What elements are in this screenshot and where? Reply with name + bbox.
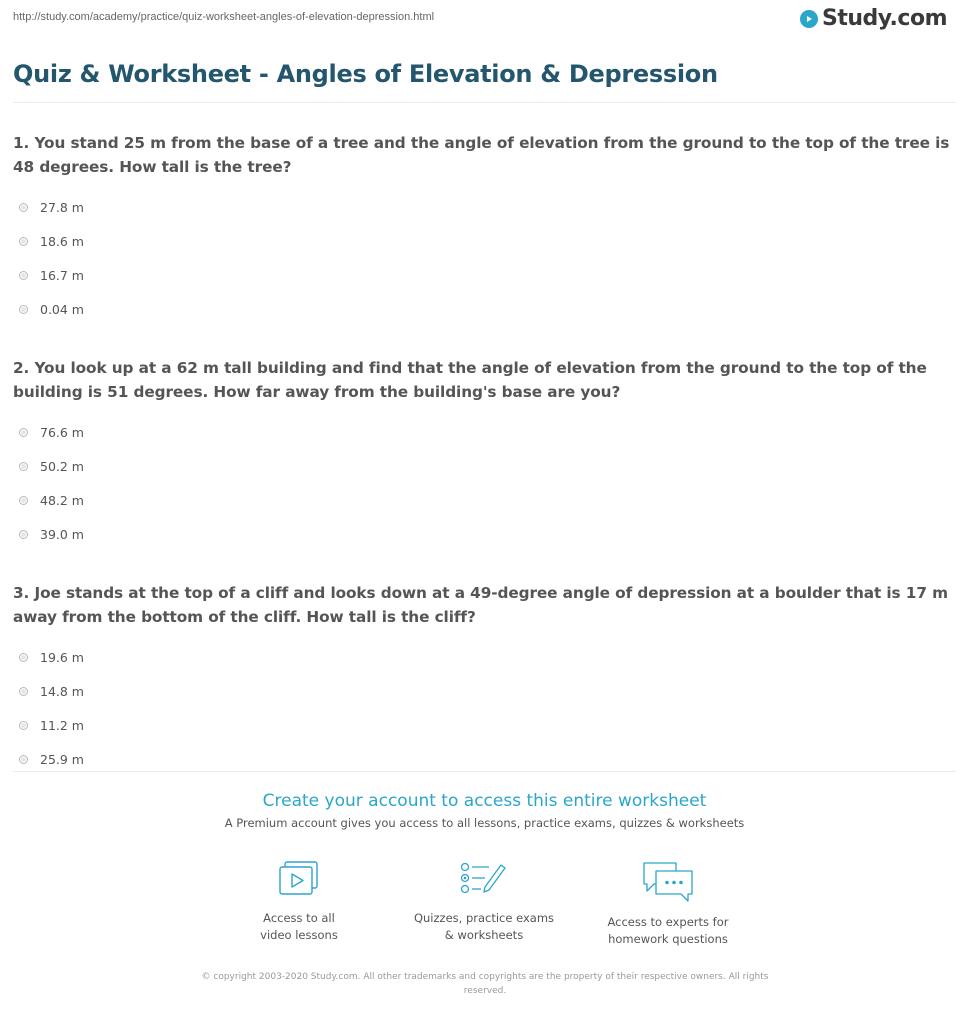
answer-option[interactable] [13, 674, 955, 708]
answer-option[interactable] [13, 415, 955, 449]
answer-label: 14.8 m [40, 683, 84, 699]
radio-button[interactable] [19, 428, 28, 437]
answer-option[interactable] [13, 258, 955, 292]
play-logo-icon [800, 10, 818, 28]
radio-button[interactable] [19, 271, 28, 280]
answer-option[interactable] [13, 224, 955, 258]
feature-label: Access to all video lessons [260, 911, 338, 942]
feature-experts [578, 860, 758, 948]
answer-label: 25.9 m [40, 751, 84, 767]
question-text: 3. Joe stands at the top of a cliff and looks down at a 49-degree angle of depression at a boulder that is 17 m away from the bottom of the cliff. How tall is the cliff? [13, 584, 948, 626]
answer-option[interactable] [13, 449, 955, 483]
answer-option[interactable] [13, 517, 955, 551]
page-url: http://study.com/academy/practice/quiz-worksheet-angles-of-elevation-depression.html [13, 11, 435, 23]
question-list [13, 131, 955, 806]
answer-label: 76.6 m [40, 424, 84, 440]
radio-button[interactable] [19, 462, 28, 471]
copyright-notice: © copyright 2003-2020 Study.com. All other trademarks and copyrights are the property of their respective owners. All rights reserved. [201, 972, 769, 996]
answer-option[interactable] [13, 640, 955, 674]
answer-label: 19.6 m [40, 649, 84, 665]
answer-option[interactable] [13, 483, 955, 517]
question-3 [13, 581, 955, 776]
divider [13, 102, 956, 103]
radio-button[interactable] [19, 203, 28, 212]
feature-quizzes [394, 860, 574, 944]
cta-subtitle: A Premium account gives you access to all lessons, practice exams, quizzes & worksheets [224, 816, 745, 830]
answer-label: 16.7 m [40, 267, 84, 283]
divider [13, 771, 956, 772]
feature-label: Quizzes, practice exams & worksheets [413, 911, 555, 942]
video-lesson-icon [277, 860, 321, 900]
answer-label: 48.2 m [40, 492, 84, 508]
answer-label: 0.04 m [40, 301, 84, 317]
answer-options [13, 190, 955, 326]
answer-option[interactable] [13, 292, 955, 326]
radio-button[interactable] [19, 496, 28, 505]
radio-button[interactable] [19, 305, 28, 314]
radio-button[interactable] [19, 721, 28, 730]
answer-option[interactable] [13, 190, 955, 224]
question-text: 2. You look up at a 62 m tall building and find that the angle of elevation from the ground to the top of the building is 51 degrees. How far away from the building's base are you? [13, 359, 927, 401]
radio-button[interactable] [19, 653, 28, 662]
answer-label: 18.6 m [40, 233, 84, 249]
page-title: Quiz & Worksheet - Angles of Elevation & Depression [13, 60, 718, 88]
cta-link[interactable]: Create your account to access this entire worksheet [262, 791, 707, 811]
feature-video-lessons [209, 860, 389, 944]
answer-label: 39.0 m [40, 526, 84, 542]
answer-label: 50.2 m [40, 458, 84, 474]
logo-text: Study.com [821, 6, 947, 31]
question-text: 1. You stand 25 m from the base of a tree and the angle of elevation from the ground to the top of the tree is 48 degrees. How tall is the tree? [13, 134, 950, 176]
answer-options [13, 415, 955, 551]
answer-label: 27.8 m [40, 199, 84, 215]
question-2 [13, 356, 955, 551]
radio-button[interactable] [19, 687, 28, 696]
answer-option[interactable] [13, 708, 955, 742]
radio-button[interactable] [19, 755, 28, 764]
quiz-list-icon [459, 860, 509, 900]
radio-button[interactable] [19, 237, 28, 246]
question-1 [13, 131, 955, 326]
study-logo[interactable] [800, 6, 947, 31]
feature-label: Access to experts for homework questions [607, 915, 729, 946]
chat-bubble-icon [640, 860, 696, 904]
answer-options [13, 640, 955, 776]
radio-button[interactable] [19, 530, 28, 539]
signup-cta [0, 791, 969, 830]
answer-label: 11.2 m [40, 717, 84, 733]
